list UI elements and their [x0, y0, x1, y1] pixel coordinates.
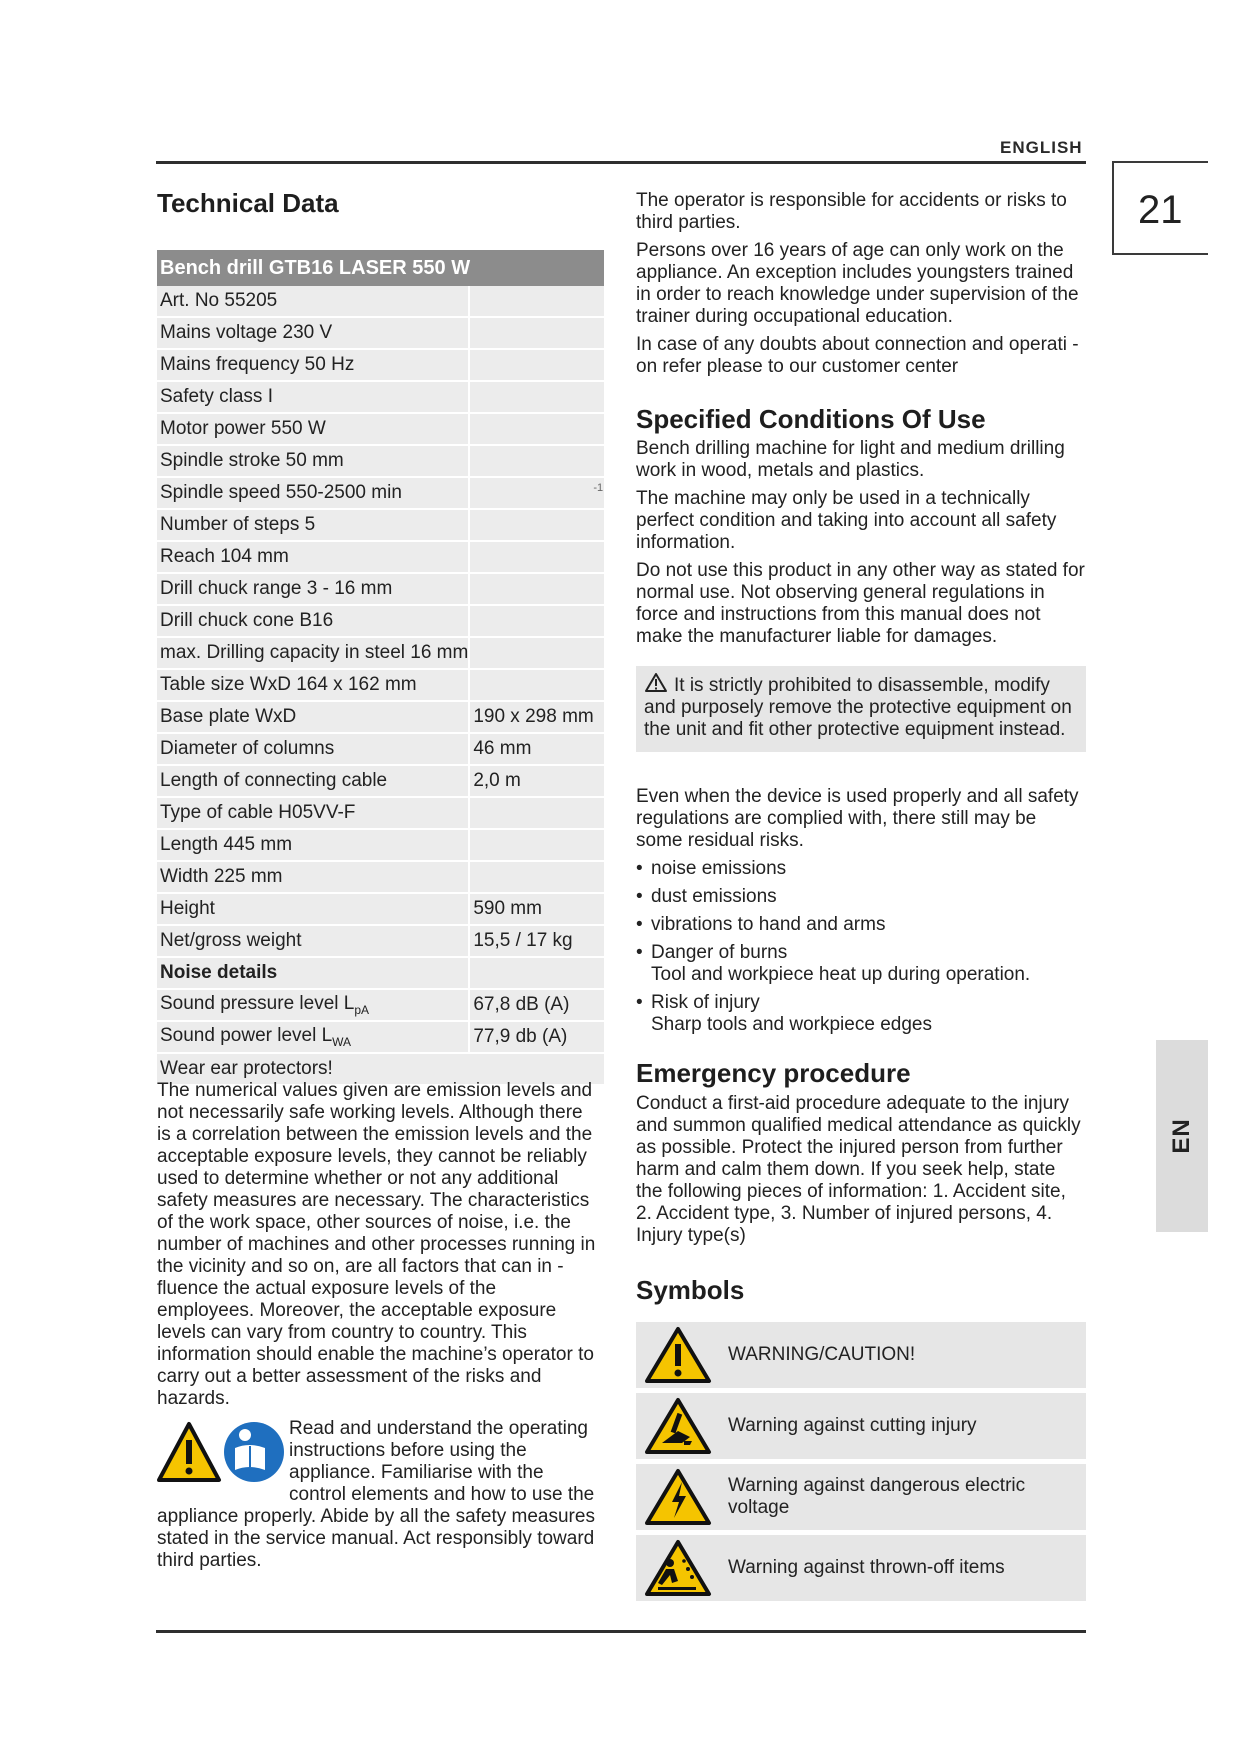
spec-row-sound-pressure	[157, 989, 604, 1021]
spec-row-noise-heading	[157, 957, 604, 989]
spec-value: 2,0 m	[469, 765, 604, 797]
spec-value	[469, 541, 604, 573]
spec-row	[157, 701, 604, 733]
spec-label: Net/gross weight	[157, 925, 469, 957]
spec-row	[157, 477, 604, 509]
spec-row	[157, 637, 604, 669]
spec-label: max. Drilling capacity in steel 16 mm	[157, 637, 469, 669]
risk-title: • noise emissions	[651, 858, 787, 879]
spec-label: Safety class I	[157, 381, 469, 413]
spec-label: Type of cable H05VV-F	[157, 797, 469, 829]
conditions-paragraph-1: Bench drilling machine for light and medium drilling work in wood, metals and plastics.	[636, 438, 1065, 481]
list-item	[636, 858, 1086, 880]
residual-risks-intro: Even when the device is used properly and all safety regulations are complied with, there still may be some residual risks.	[636, 786, 1079, 851]
symbol-label-electric: Warning against dangerous electric voltage	[728, 1475, 1026, 1518]
sound-power-label: Sound power level $L_{WA}$	[157, 1021, 469, 1053]
spec-label: Motor power 550 W	[157, 413, 469, 445]
spec-row	[157, 573, 604, 605]
spec-row	[157, 541, 604, 573]
read-manual-block	[157, 1418, 597, 1572]
spec-table	[157, 250, 604, 1086]
spec-value	[469, 317, 604, 349]
risk-title: • Danger of burns	[651, 942, 788, 963]
spec-label: Length of connecting cable	[157, 765, 469, 797]
spec-table-title: Bench drill GTB16 LASER 550 W	[157, 250, 604, 286]
language-side-tab[interactable]	[1156, 1040, 1208, 1232]
spec-label: Table size WxD 164 x 162 mm	[157, 669, 469, 701]
sound-pressure-label: Sound pressure level $L_{pA}$	[157, 989, 469, 1021]
spec-label: Mains voltage 230 V	[157, 317, 469, 349]
symbols-heading: Symbols	[636, 1275, 745, 1305]
residual-risks-list	[636, 858, 1086, 1036]
spec-value	[469, 349, 604, 381]
spec-row	[157, 861, 604, 893]
exclamation-warning-icon	[644, 1326, 712, 1384]
spec-row	[157, 381, 604, 413]
spec-row	[157, 349, 604, 381]
symbol-label-cutting: Warning against cutting injury	[728, 1415, 977, 1436]
symbol-row-cutting	[636, 1393, 1086, 1459]
spec-label: Art. No 55205	[157, 286, 469, 317]
spec-row	[157, 765, 604, 797]
spec-value	[469, 669, 604, 701]
spec-row	[157, 669, 604, 701]
residual-risks-section	[636, 786, 1086, 1042]
spec-row	[157, 829, 604, 861]
symbol-row-warning	[636, 1322, 1086, 1388]
risk-title: • dust emissions	[651, 886, 777, 907]
risk-title: • Risk of injury	[651, 992, 760, 1013]
thrown-items-warning-icon	[644, 1539, 712, 1597]
bottom-rule	[156, 1630, 1086, 1633]
read-manual-text: Read and understand the operating instructions before using the appliance. Familiarise with the control elements and how to use the appliance properly. Abide by all the safety measures stated in the service manual. Act responsibly toward third parties.	[157, 1418, 595, 1571]
spec-label: Drill chuck range 3 - 16 mm	[157, 573, 469, 605]
page-number: 21	[1138, 188, 1183, 232]
spec-label: Length 445 mm	[157, 829, 469, 861]
spec-row	[157, 797, 604, 829]
spec-label: Mains frequency 50 Hz	[157, 349, 469, 381]
spec-value	[469, 477, 604, 509]
spec-value	[469, 605, 604, 637]
emergency-text: Conduct a first-aid procedure adequate to the injury and summon qualified medical attendance as quickly as possible. Protect the injured person from further harm and calm them down. If you seek help, state the following pieces of information: 1. Accident site, 2. Accident type, 3. Number of injured persons, 4. Injury type(s)	[636, 1093, 1081, 1246]
list-item	[636, 992, 1086, 1036]
spec-value	[469, 413, 604, 445]
intro-paragraph-3: In case of any doubts about connection and operati - on refer please to our customer center	[636, 334, 1079, 377]
warning-triangle-icon	[644, 672, 668, 693]
intro-paragraph-2: Persons over 16 years of age can only work on the appliance. An exception includes youngsters trained in order to reach knowledge under supervision of the trainer during occupational education.	[636, 240, 1079, 327]
symbol-label-thrown: Warning against thrown-off items	[728, 1557, 1005, 1578]
spec-value: 15,5 / 17 kg	[469, 925, 604, 957]
spec-row	[157, 413, 604, 445]
language-label: ENGLISH	[1000, 138, 1083, 157]
electric-voltage-warning-icon	[644, 1468, 712, 1526]
spec-label: Base plate WxD	[157, 701, 469, 733]
prohibition-warning-text: It is strictly prohibited to disassemble, modify and purposely remove the protective equipment on the unit and fit other protective equipment instead.	[644, 675, 1072, 740]
prohibition-warning-box	[636, 666, 1086, 752]
symbol-row-electric	[636, 1464, 1086, 1530]
emergency-section	[636, 1058, 1086, 1247]
spec-value: 190 x 298 mm	[469, 701, 604, 733]
read-manual-icon	[224, 1422, 284, 1482]
list-item	[636, 914, 1086, 936]
risk-detail: Sharp tools and workpiece edges	[651, 1014, 932, 1035]
spec-value	[469, 797, 604, 829]
spec-row	[157, 317, 604, 349]
spec-row	[157, 286, 604, 317]
sound-power-value: 77,9 db (A)	[469, 1021, 604, 1053]
noise-details-heading: Noise details	[157, 957, 469, 989]
list-item	[636, 942, 1086, 986]
technical-data-heading: Technical Data	[157, 188, 339, 218]
conditions-heading: Specified Conditions Of Use	[636, 404, 986, 434]
sound-pressure-value: 67,8 dB (A)	[469, 989, 604, 1021]
spec-value	[469, 573, 604, 605]
ear-protection-note: Wear ear protectors!	[157, 1053, 604, 1085]
language-side-tab-label: EN	[1168, 1118, 1195, 1154]
spec-table-header	[157, 250, 604, 286]
spec-label: Height	[157, 893, 469, 925]
spec-row	[157, 925, 604, 957]
spec-label: Spindle speed 550-2500 min	[157, 477, 469, 509]
emission-paragraph: The numerical values given are emission levels and not necessarily safe working levels. Although there is a correlation between the emission levels and the acceptable exposure levels, they cannot be reliably used to determine whether or not any additional safety measures are necessary. The characteristics of the work space, other sources of noise, i.e. the number of machines and other processes running in the vicinity and so on, are all factors that can in - fluence the actual exposure levels of the employees. Moreover, the acceptable exposure levels can vary from country to country. This information should enable the machine’s operator to carry out a better assessment of the risks and hazards.	[157, 1080, 596, 1409]
spec-value	[469, 445, 604, 477]
spec-row	[157, 733, 604, 765]
spec-row	[157, 509, 604, 541]
risk-title: • vibrations to hand and arms	[651, 914, 886, 935]
cutting-injury-warning-icon	[644, 1397, 712, 1455]
spec-value	[469, 829, 604, 861]
symbol-label-warning: WARNING/CAUTION!	[728, 1344, 916, 1365]
intro-paragraph-1: The operator is responsible for accidents or risks to third parties.	[636, 190, 1067, 233]
conditions-paragraph-2: The machine may only be used in a technically perfect condition and taking into account all safety information.	[636, 488, 1057, 553]
spec-row	[157, 893, 604, 925]
spec-label: Width 225 mm	[157, 861, 469, 893]
responsibility-section	[636, 190, 1086, 384]
spec-row	[157, 605, 604, 637]
spec-value	[469, 286, 604, 317]
exclamation-warning-icon	[159, 1424, 219, 1480]
spec-value	[469, 861, 604, 893]
spec-value	[469, 381, 604, 413]
spec-label: Spindle stroke 50 mm	[157, 445, 469, 477]
risk-detail: Tool and workpiece heat up during operation.	[651, 964, 1031, 985]
spec-value	[469, 637, 604, 669]
spec-label: Reach 104 mm	[157, 541, 469, 573]
spindle-speed-exponent: -1	[593, 481, 604, 494]
spec-row	[157, 445, 604, 477]
spec-value	[469, 509, 604, 541]
spec-value: 46 mm	[469, 733, 604, 765]
spec-label: Number of steps 5	[157, 509, 469, 541]
read-manual-icons	[157, 1418, 287, 1488]
conditions-section	[636, 404, 1086, 654]
emergency-heading: Emergency procedure	[636, 1058, 911, 1088]
spec-row-sound-power	[157, 1021, 604, 1053]
spec-value: 590 mm	[469, 893, 604, 925]
conditions-paragraph-3: Do not use this product in any other way as stated for normal use. Not observing general regulations in force and instructions from this manual does not make the manufacturer liable for damages.	[636, 560, 1085, 647]
list-item	[636, 886, 1086, 908]
spec-label: Diameter of columns	[157, 733, 469, 765]
top-rule	[156, 161, 1086, 164]
spec-label: Drill chuck cone B16	[157, 605, 469, 637]
symbol-row-thrown	[636, 1535, 1086, 1601]
